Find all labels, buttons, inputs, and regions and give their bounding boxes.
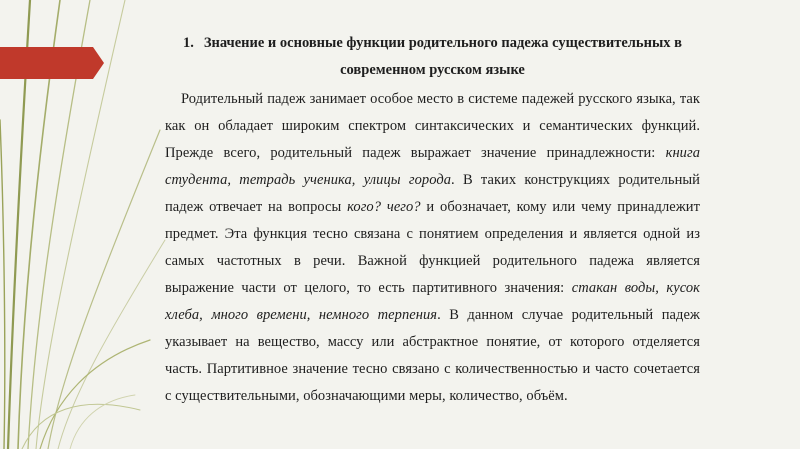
heading-text: Значение и основные функции родительного падежа существительных в современном русском языке (203, 35, 682, 78)
example-text: книга студента, тетрадь ученика, улицы города (165, 145, 700, 188)
body-text: . В данном случае родительный падеж указывает на вещество, массу или абстрактное понятие, от которого отделяется часть. Партитивное значение тесно связано с количественностью и часто сочетается с существительными, обозначающими меры, количество, объём. (165, 307, 700, 404)
example-text: кого? чего? (347, 199, 421, 215)
body-text: . В таких конструкциях родительный падеж отвечает на вопросы (165, 172, 700, 215)
body-text: Родительный падеж занимает особое место в системе падежей русского языка, так как он обладает широким спектром синтаксических и семантических функций. Прежде всего, родительный падеж выражает значение принадлежности: (165, 91, 700, 161)
body-text: и обозначает, кому или чему принадлежит предмет. Эта функция тесно связана с понятием определения и является одной из самых частотных в речи. Важной функцией родительного падежа является выражение части от целого, то есть партитивного значения: (165, 199, 700, 296)
slide-heading (165, 30, 700, 84)
body-paragraph (165, 86, 700, 410)
example-text: стакан воды, кусок хлеба, много времени, немного терпения (165, 280, 700, 323)
slide-content (165, 30, 700, 410)
heading-number: 1. (183, 35, 194, 51)
